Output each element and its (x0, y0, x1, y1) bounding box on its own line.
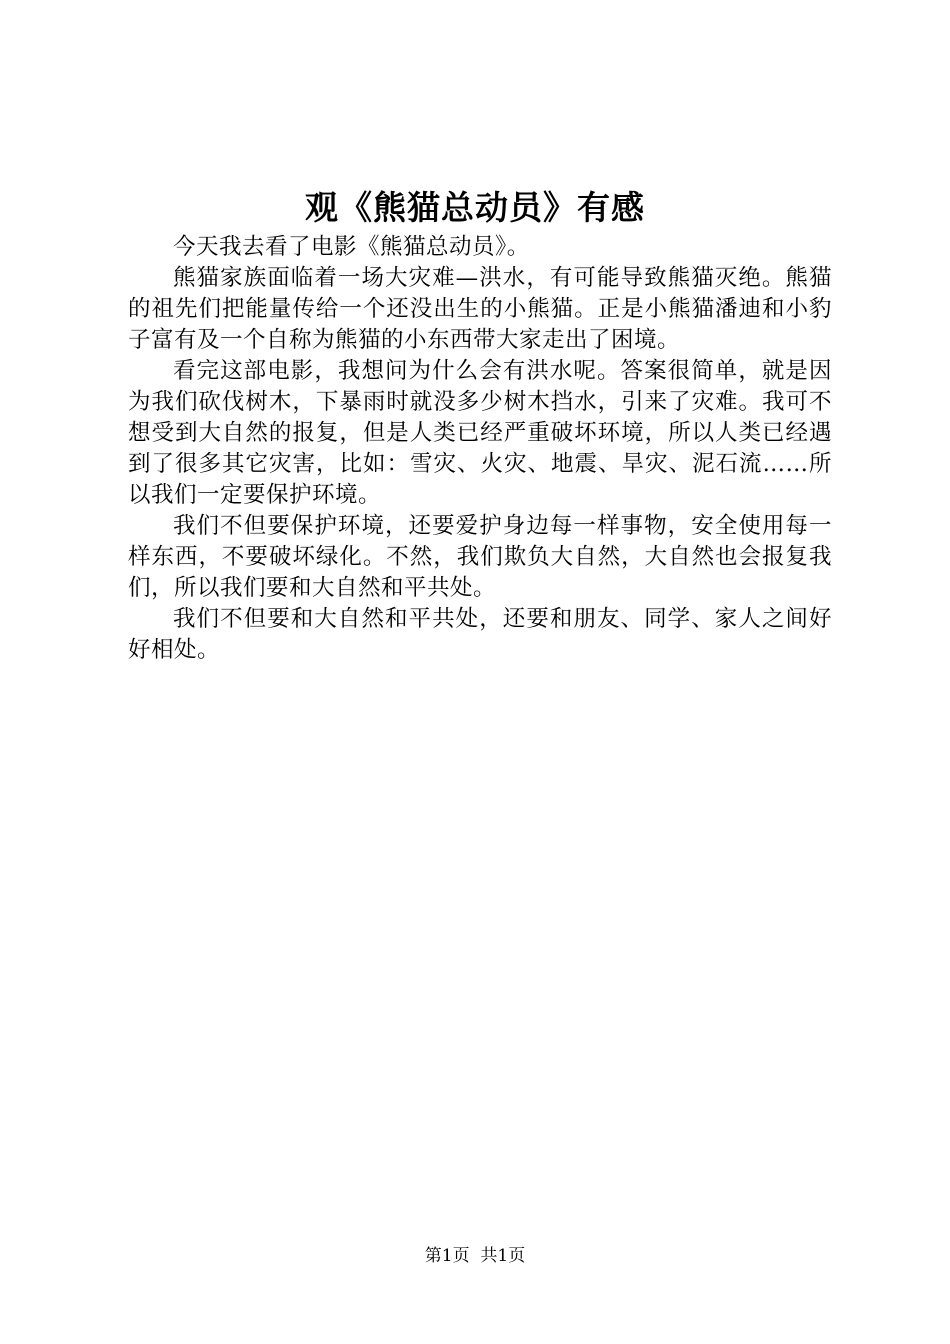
paragraph-2: 熊猫家族面临着一场大灾难—洪水，有可能导致熊猫灭绝。熊猫的祖先们把能量传给一个还没出生的小熊猫。正是小熊猫潘迪和小豹子富有及一个自称为熊猫的小东西带大家走出了困境。 (128, 265, 832, 353)
paragraph-4: 我们不但要保护环境，还要爱护身边每一样事物，安全使用每一样东西，不要破坏绿化。不然，我们欺负大自然，大自然也会报复我们，所以我们要和大自然和平共处。 (128, 513, 832, 601)
paragraph-5: 我们不但要和大自然和平共处，还要和朋友、同学、家人之间好好相处。 (128, 606, 832, 663)
document-body (128, 232, 832, 666)
paragraph-1: 今天我去看了电影《熊猫总动员》。 (173, 234, 530, 260)
paragraph-3: 看完这部电影，我想问为什么会有洪水呢。答案很简单，就是因为我们砍伐树木，下暴雨时就没多少树木挡水，引来了灾难。我可不想受到大自然的报复，但是人类已经严重破坏环境，所以人类已经遇到了很多其它灾害，比如：雪灾、火灾、地震、旱灾、泥石流……所以我们一定要保护环境。 (128, 358, 832, 508)
page-footer: 第1页 共1页 (424, 1246, 526, 1266)
document-title: 观《熊猫总动员》有感 (305, 188, 645, 227)
